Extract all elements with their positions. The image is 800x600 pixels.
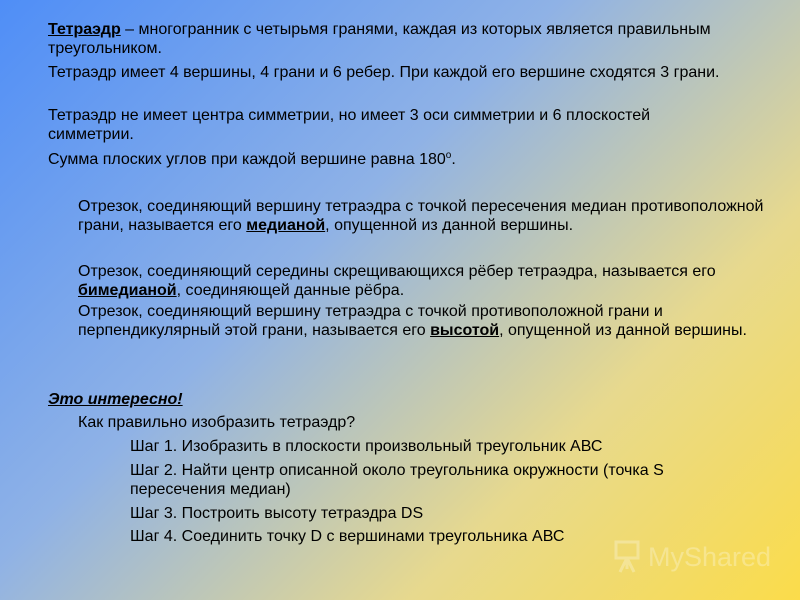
degree-superscript: о [445, 150, 452, 161]
height-pre: Отрезок, соединяющий вершину тетраэдра с точкой противоположной грани и перпендикулярный этой грани, называется его [78, 303, 663, 339]
question-text: Как правильно изобразить тетраэдр? [78, 414, 356, 431]
term-bimedian: бимедианой [78, 282, 177, 299]
paragraph-symmetry: Тетраэдр не имеет центра симметрии, но имеет 3 оси симметрии и 6 плоскостей симметрии. [48, 107, 651, 143]
term-tetrahedron: Тетраэдр [48, 21, 121, 38]
step-1: Шаг 1. Изобразить в плоскости произвольный треугольник АВС [130, 438, 603, 455]
bimedian-pre: Отрезок, соединяющий середины скрещивающихся рёбер тетраэдра, называется его [78, 263, 716, 280]
median-post: , опущенной из данной вершины. [325, 217, 574, 234]
definition-text: – многогранник с четырьмя гранями, каждая из которых является правильным треугольником. [48, 21, 711, 57]
paragraph-angles [48, 150, 738, 169]
interesting-heading: Это интересно! [48, 391, 183, 408]
step-2: Шаг 2. Найти центр описанной около треугольника окружности (точка S пересечения медиан) [130, 462, 664, 498]
median-pre: Отрезок, соединяющий вершину тетраэдра с точкой пересечения медиан противоположной грани, называется его [78, 198, 764, 234]
height-post: , опущенной из данной вершины. [499, 322, 747, 339]
step-3: Шаг 3. Построить высоту тетраэдра DS [130, 505, 424, 522]
angles-text: Сумма плоских углов при каждой вершине равна 180 [48, 151, 446, 168]
step-4: Шаг 4. Соединить точку D с вершинами треугольника АВС [130, 528, 565, 545]
presentation-board-icon [612, 538, 644, 576]
term-median: медианой [246, 217, 326, 234]
paragraph-median [78, 197, 768, 235]
paragraph-bimedian [78, 262, 768, 300]
angles-end: . [451, 151, 456, 168]
term-height: высотой [430, 322, 500, 339]
paragraph-definition [48, 20, 738, 58]
watermark-text: MyShared [648, 542, 772, 572]
watermark-logo [610, 538, 770, 578]
paragraph-height [78, 302, 768, 340]
bimedian-post: , соединяющей данные рёбра. [176, 282, 405, 299]
paragraph-vertices: Тетраэдр имеет 4 вершины, 4 грани и 6 ребер. При каждой его вершине сходятся 3 грани. [48, 64, 720, 81]
